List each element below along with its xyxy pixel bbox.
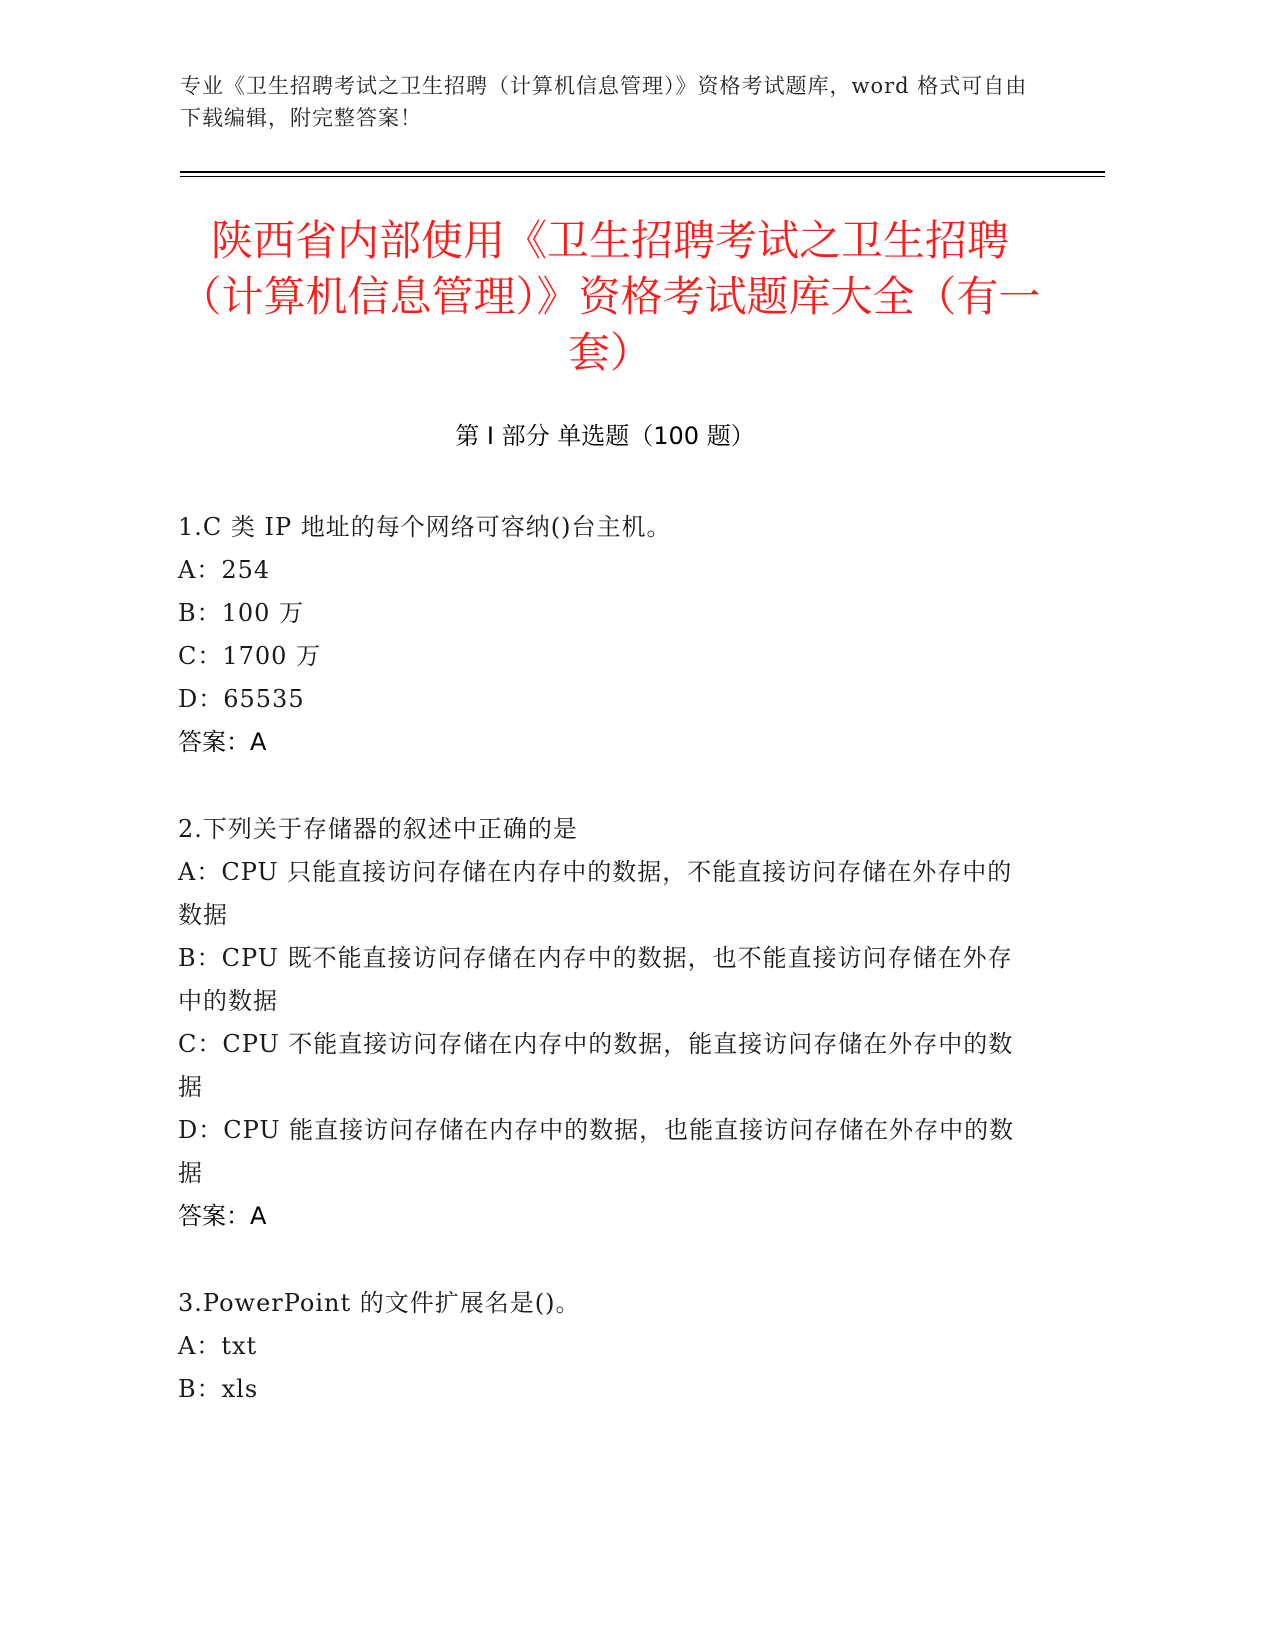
question-stem: 1.C 类 IP 地址的每个网络可容纳()台主机。 bbox=[178, 513, 672, 541]
answer-line: 答案：A bbox=[178, 1202, 267, 1230]
answer-line: 答案：A bbox=[178, 728, 267, 756]
option-d: D：CPU 能直接访问存储在内存中的数据，也能直接访问存储在外存中的数据 bbox=[178, 1116, 1015, 1187]
section-heading: 第 I 部分 单选题（100 题） bbox=[455, 422, 755, 450]
question-1 bbox=[178, 506, 1028, 764]
option-b: B：CPU 既不能直接访问存储在内存中的数据，也不能直接访问存储在外存中的数据 bbox=[178, 944, 1013, 1015]
question-list bbox=[178, 506, 1028, 1455]
question-3 bbox=[178, 1282, 1028, 1411]
header-divider-thin bbox=[180, 176, 1105, 177]
option-c: C：CPU 不能直接访问存储在内存中的数据，能直接访问存储在外存中的数据 bbox=[178, 1030, 1014, 1101]
question-stem: 3.PowerPoint 的文件扩展名是()。 bbox=[178, 1289, 581, 1317]
option-a: A：CPU 只能直接访问存储在内存中的数据，不能直接访问存储在外存中的数据 bbox=[178, 858, 1013, 929]
question-2 bbox=[178, 808, 1028, 1238]
option-d: D：65535 bbox=[178, 685, 305, 713]
header-note: 专业《卫生招聘考试之卫生招聘（计算机信息管理）》资格考试题库，word 格式可自由下载编辑，附完整答案！ bbox=[180, 74, 1028, 130]
question-stem: 2.下列关于存储器的叙述中正确的是 bbox=[178, 815, 578, 843]
option-b: B：100 万 bbox=[178, 599, 305, 627]
option-c: C：1700 万 bbox=[178, 642, 322, 670]
document-title: 陕西省内部使用《卫生招聘考试之卫生招聘（计算机信息管理）》资格考试题库大全（有一套） bbox=[179, 216, 1041, 377]
header-divider-thick bbox=[180, 171, 1105, 173]
option-a: A：txt bbox=[178, 1332, 258, 1360]
option-a: A：254 bbox=[178, 556, 271, 584]
option-b: B：xls bbox=[178, 1375, 259, 1403]
